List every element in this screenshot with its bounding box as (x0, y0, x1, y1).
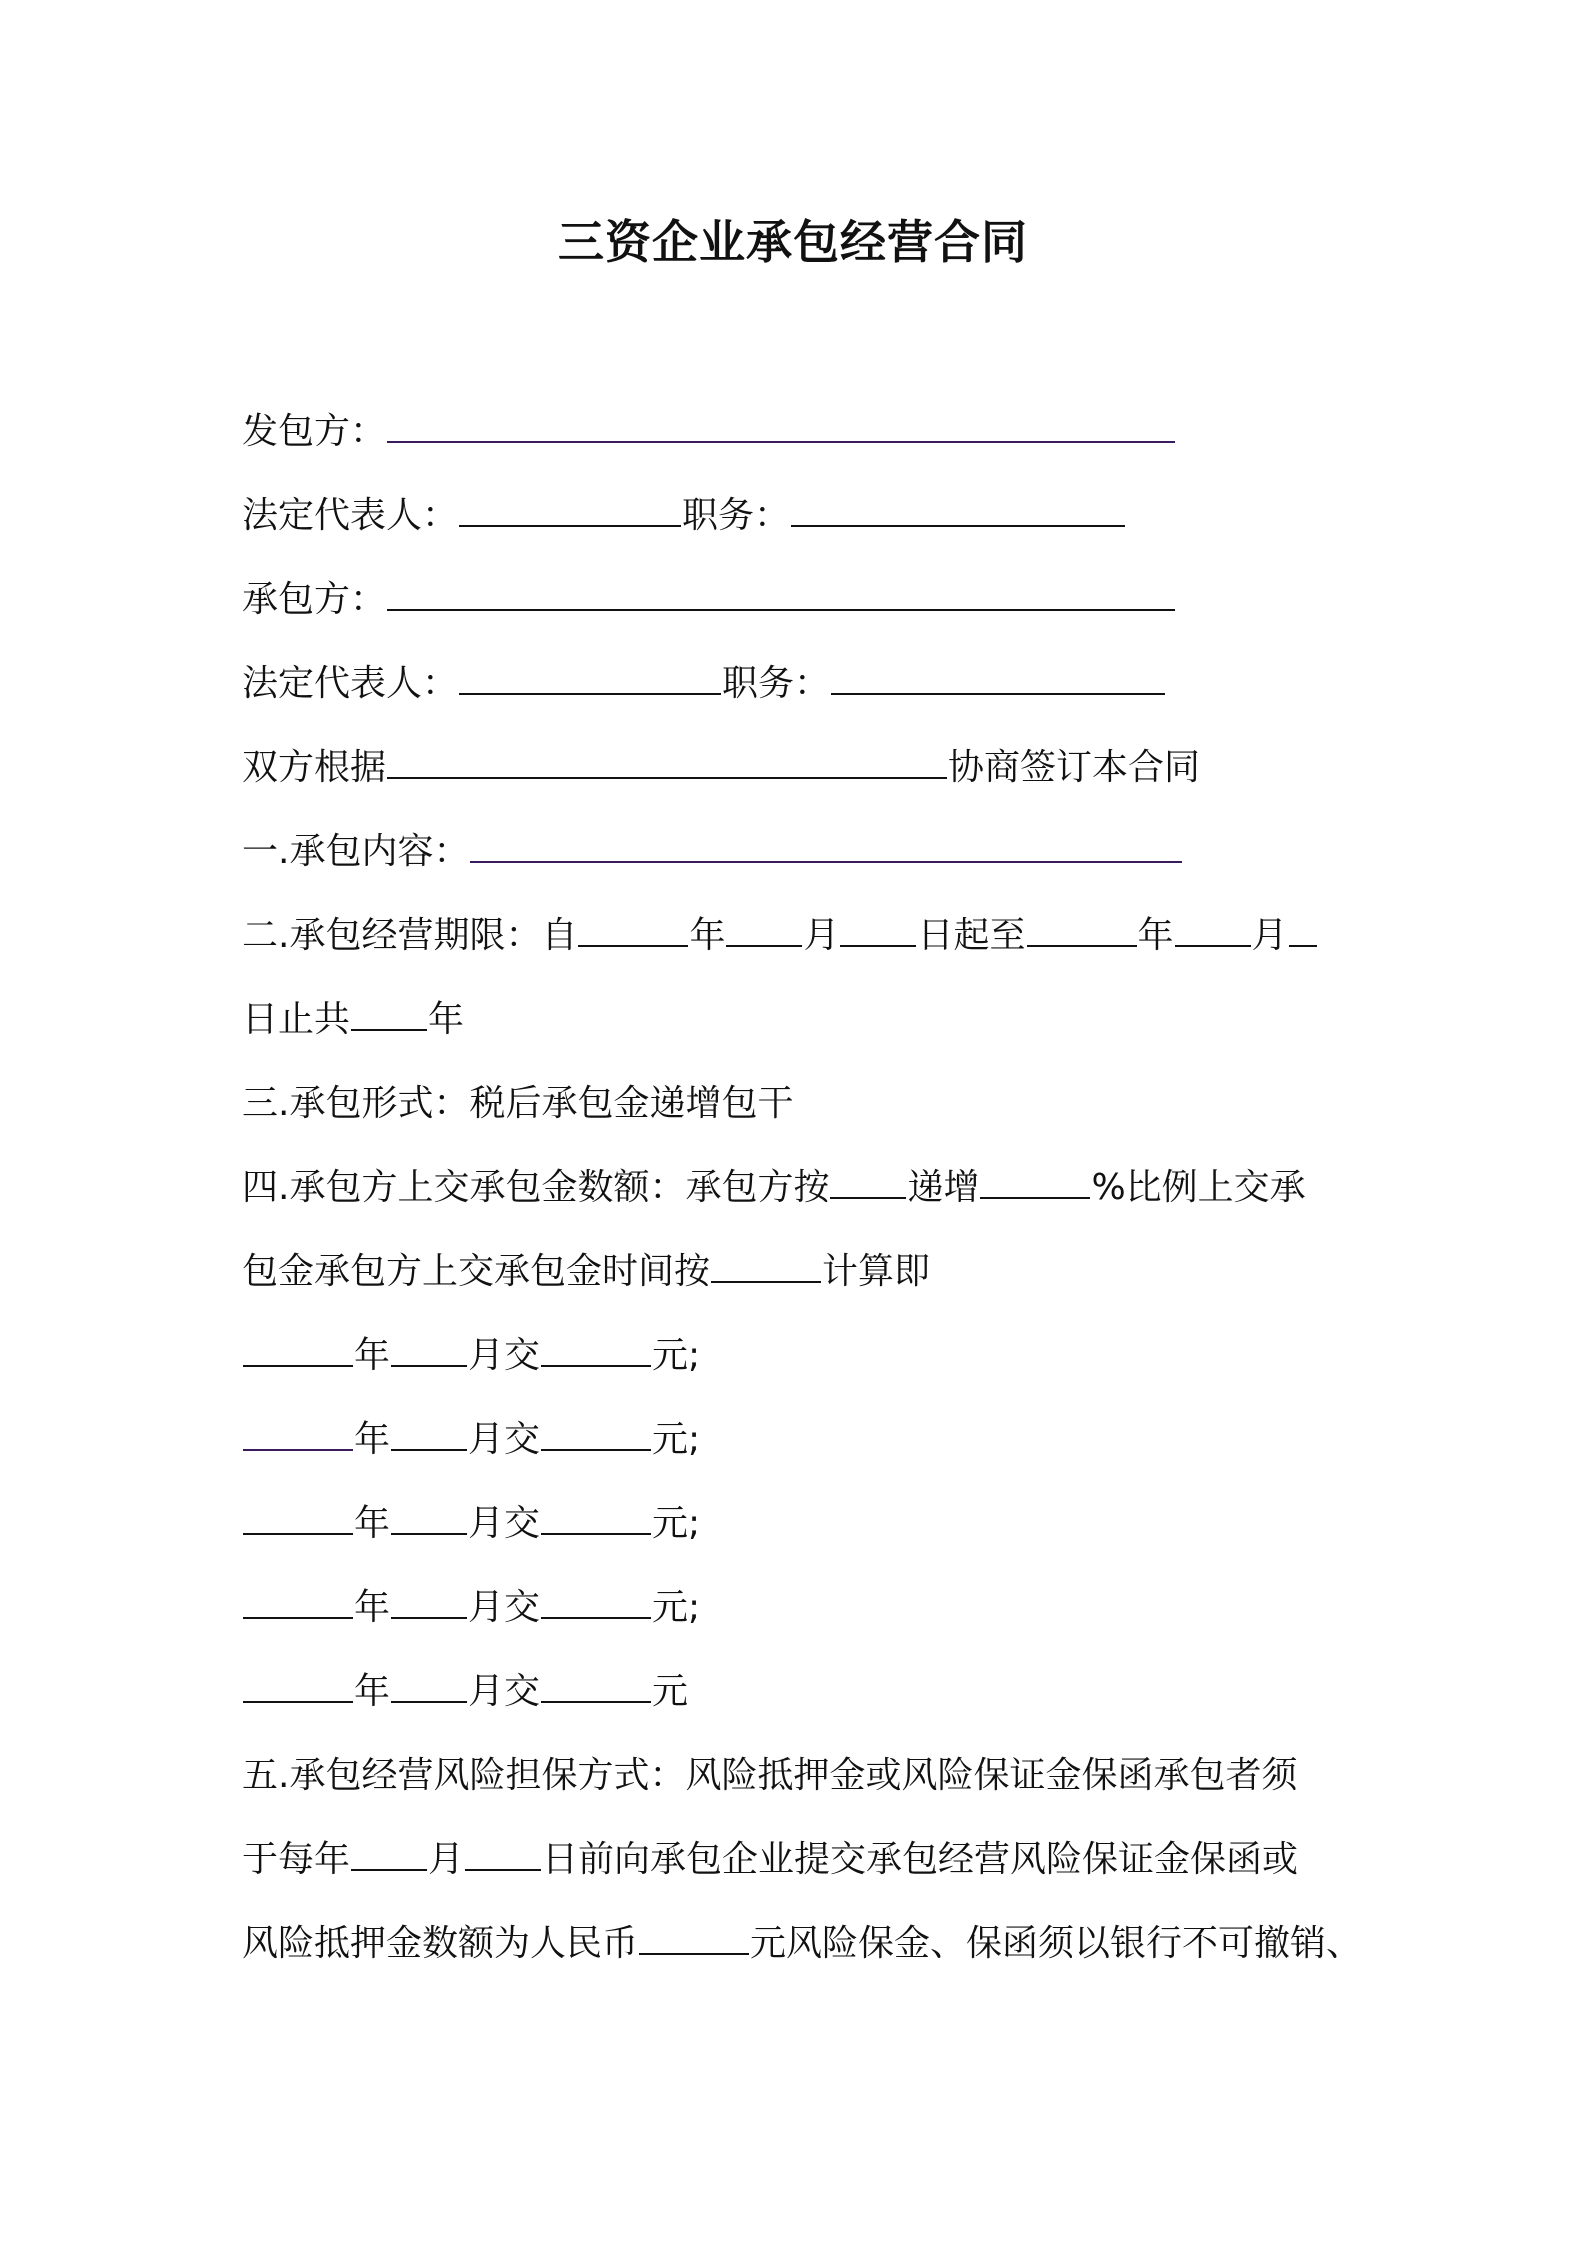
legal-rep-blank-2[interactable] (459, 657, 721, 695)
clause-5-text-1: 五.承包经营风险担保方式：风险抵押金或风险保证金保函承包者须 (242, 1755, 1298, 1796)
end-year-blank[interactable] (1027, 909, 1137, 947)
contractor-party-blank[interactable] (387, 573, 1175, 611)
yuan-label: 元; (652, 1335, 701, 1376)
clause-4-prefix: 四.承包方上交承包金数额：承包方按 (242, 1167, 830, 1208)
payment-month-blank[interactable] (391, 1665, 467, 1703)
payment-row (242, 1496, 700, 1552)
contractor-party-line (242, 572, 1176, 628)
payment-amount-blank[interactable] (541, 1329, 651, 1367)
contracting-party-label: 发包方： (242, 411, 387, 452)
payment-amount-blank[interactable] (541, 1413, 651, 1451)
legal-rep-label-2: 法定代表人： (242, 663, 459, 704)
basis-prefix: 双方根据 (242, 747, 387, 788)
year-label: 年 (354, 1587, 391, 1628)
clause-5-line-3 (242, 1916, 1362, 1972)
legal-rep-line-2 (242, 656, 1166, 712)
payment-row (242, 1412, 700, 1468)
pay-month-label: 月交 (468, 1503, 541, 1544)
payment-year-blank[interactable] (243, 1581, 353, 1619)
clause-5-line-2 (242, 1832, 1298, 1888)
pay-month-label: 月交 (468, 1587, 541, 1628)
legal-rep-line-1 (242, 488, 1126, 544)
payment-row (242, 1664, 688, 1720)
clause-3-line (242, 1076, 793, 1132)
payment-amount-blank[interactable] (541, 1581, 651, 1619)
clause-2-line-2 (242, 992, 464, 1048)
start-month-blank[interactable] (726, 909, 802, 947)
payment-month-blank[interactable] (391, 1497, 467, 1535)
pay-month-label: 月交 (468, 1671, 541, 1712)
deposit-month-blank[interactable] (351, 1833, 427, 1871)
clause-5-line-1 (242, 1748, 1297, 1804)
deposit-day-blank[interactable] (465, 1833, 541, 1871)
document-title: 三资企业承包经营合同 (558, 215, 1028, 269)
month-label: 月 (1251, 915, 1288, 956)
basis-blank[interactable] (387, 741, 947, 779)
pay-month-label: 月交 (468, 1419, 541, 1460)
payment-amount-blank[interactable] (541, 1665, 651, 1703)
payment-month-blank[interactable] (391, 1413, 467, 1451)
start-day-blank[interactable] (840, 909, 916, 947)
clause-4-line2-prefix: 包金承包方上交承包金时间按 (242, 1251, 711, 1292)
clause-4-line2-suffix: 计算即 (822, 1251, 931, 1292)
legal-rep-label-1: 法定代表人： (242, 495, 459, 536)
contracting-party-line (242, 404, 1176, 460)
month-label: 月 (803, 915, 840, 956)
yuan-label: 元 (652, 1671, 689, 1712)
clause-4-line-1 (242, 1160, 1306, 1216)
clause-1-label: 一.承包内容： (242, 831, 470, 872)
end-month-blank[interactable] (1175, 909, 1251, 947)
contracting-party-blank[interactable] (387, 405, 1175, 443)
payment-period-blank[interactable] (711, 1245, 821, 1283)
clause-5-line2-suffix: 日前向承包企业提交承包经营风险保证金保函或 (542, 1839, 1299, 1880)
payment-year-blank[interactable] (243, 1413, 353, 1451)
legal-rep-blank-1[interactable] (459, 489, 681, 527)
year-label: 年 (689, 915, 726, 956)
payment-year-blank[interactable] (243, 1497, 353, 1535)
basis-suffix: 协商签订本合同 (948, 747, 1201, 788)
clause-3-text: 三.承包形式：税后承包金递增包干 (242, 1083, 794, 1124)
year-label: 年 (1137, 915, 1174, 956)
yuan-label: 元; (652, 1503, 701, 1544)
duty-blank-1[interactable] (791, 489, 1125, 527)
pay-month-label: 月交 (468, 1335, 541, 1376)
year-label: 年 (428, 999, 465, 1040)
payment-amount-blank[interactable] (541, 1497, 651, 1535)
start-year-blank[interactable] (578, 909, 688, 947)
deposit-amount-blank[interactable] (639, 1917, 749, 1955)
payment-row (242, 1328, 700, 1384)
end-day-blank[interactable] (1289, 909, 1317, 947)
clause-5-line2-prefix: 于每年 (242, 1839, 351, 1880)
contractor-party-label: 承包方： (242, 579, 387, 620)
basis-amount-blank[interactable] (830, 1161, 906, 1199)
clause-2-prefix: 二.承包经营期限：自 (242, 915, 578, 956)
clause-4-line-2 (242, 1244, 930, 1300)
clause-4-suffix: %比例上交承 (1091, 1167, 1306, 1208)
clause-1-blank[interactable] (470, 825, 1182, 863)
basis-line (242, 740, 1200, 796)
day-from-label: 日起至 (917, 915, 1026, 956)
increase-rate-blank[interactable] (980, 1161, 1090, 1199)
clause-2-line-1 (242, 908, 1318, 964)
month-label: 月 (428, 1839, 465, 1880)
duty-label-1: 职务： (682, 495, 791, 536)
payment-row (242, 1580, 700, 1636)
payment-year-blank[interactable] (243, 1665, 353, 1703)
payment-month-blank[interactable] (391, 1581, 467, 1619)
clause-4-mid: 递增 (907, 1167, 980, 1208)
payment-month-blank[interactable] (391, 1329, 467, 1367)
payment-year-blank[interactable] (243, 1329, 353, 1367)
clause-5-line3-prefix: 风险抵押金数额为人民币 (242, 1923, 639, 1964)
year-label: 年 (354, 1503, 391, 1544)
year-label: 年 (354, 1335, 391, 1376)
year-label: 年 (354, 1419, 391, 1460)
clause-1-line (242, 824, 1183, 880)
day-until-label: 日止共 (242, 999, 351, 1040)
total-years-blank[interactable] (351, 993, 427, 1031)
yuan-label: 元; (652, 1587, 701, 1628)
duty-label-2: 职务： (722, 663, 831, 704)
yuan-label: 元; (652, 1419, 701, 1460)
year-label: 年 (354, 1671, 391, 1712)
clause-5-line3-suffix: 元风险保金、保函须以银行不可撤销、 (750, 1923, 1363, 1964)
duty-blank-2[interactable] (831, 657, 1165, 695)
